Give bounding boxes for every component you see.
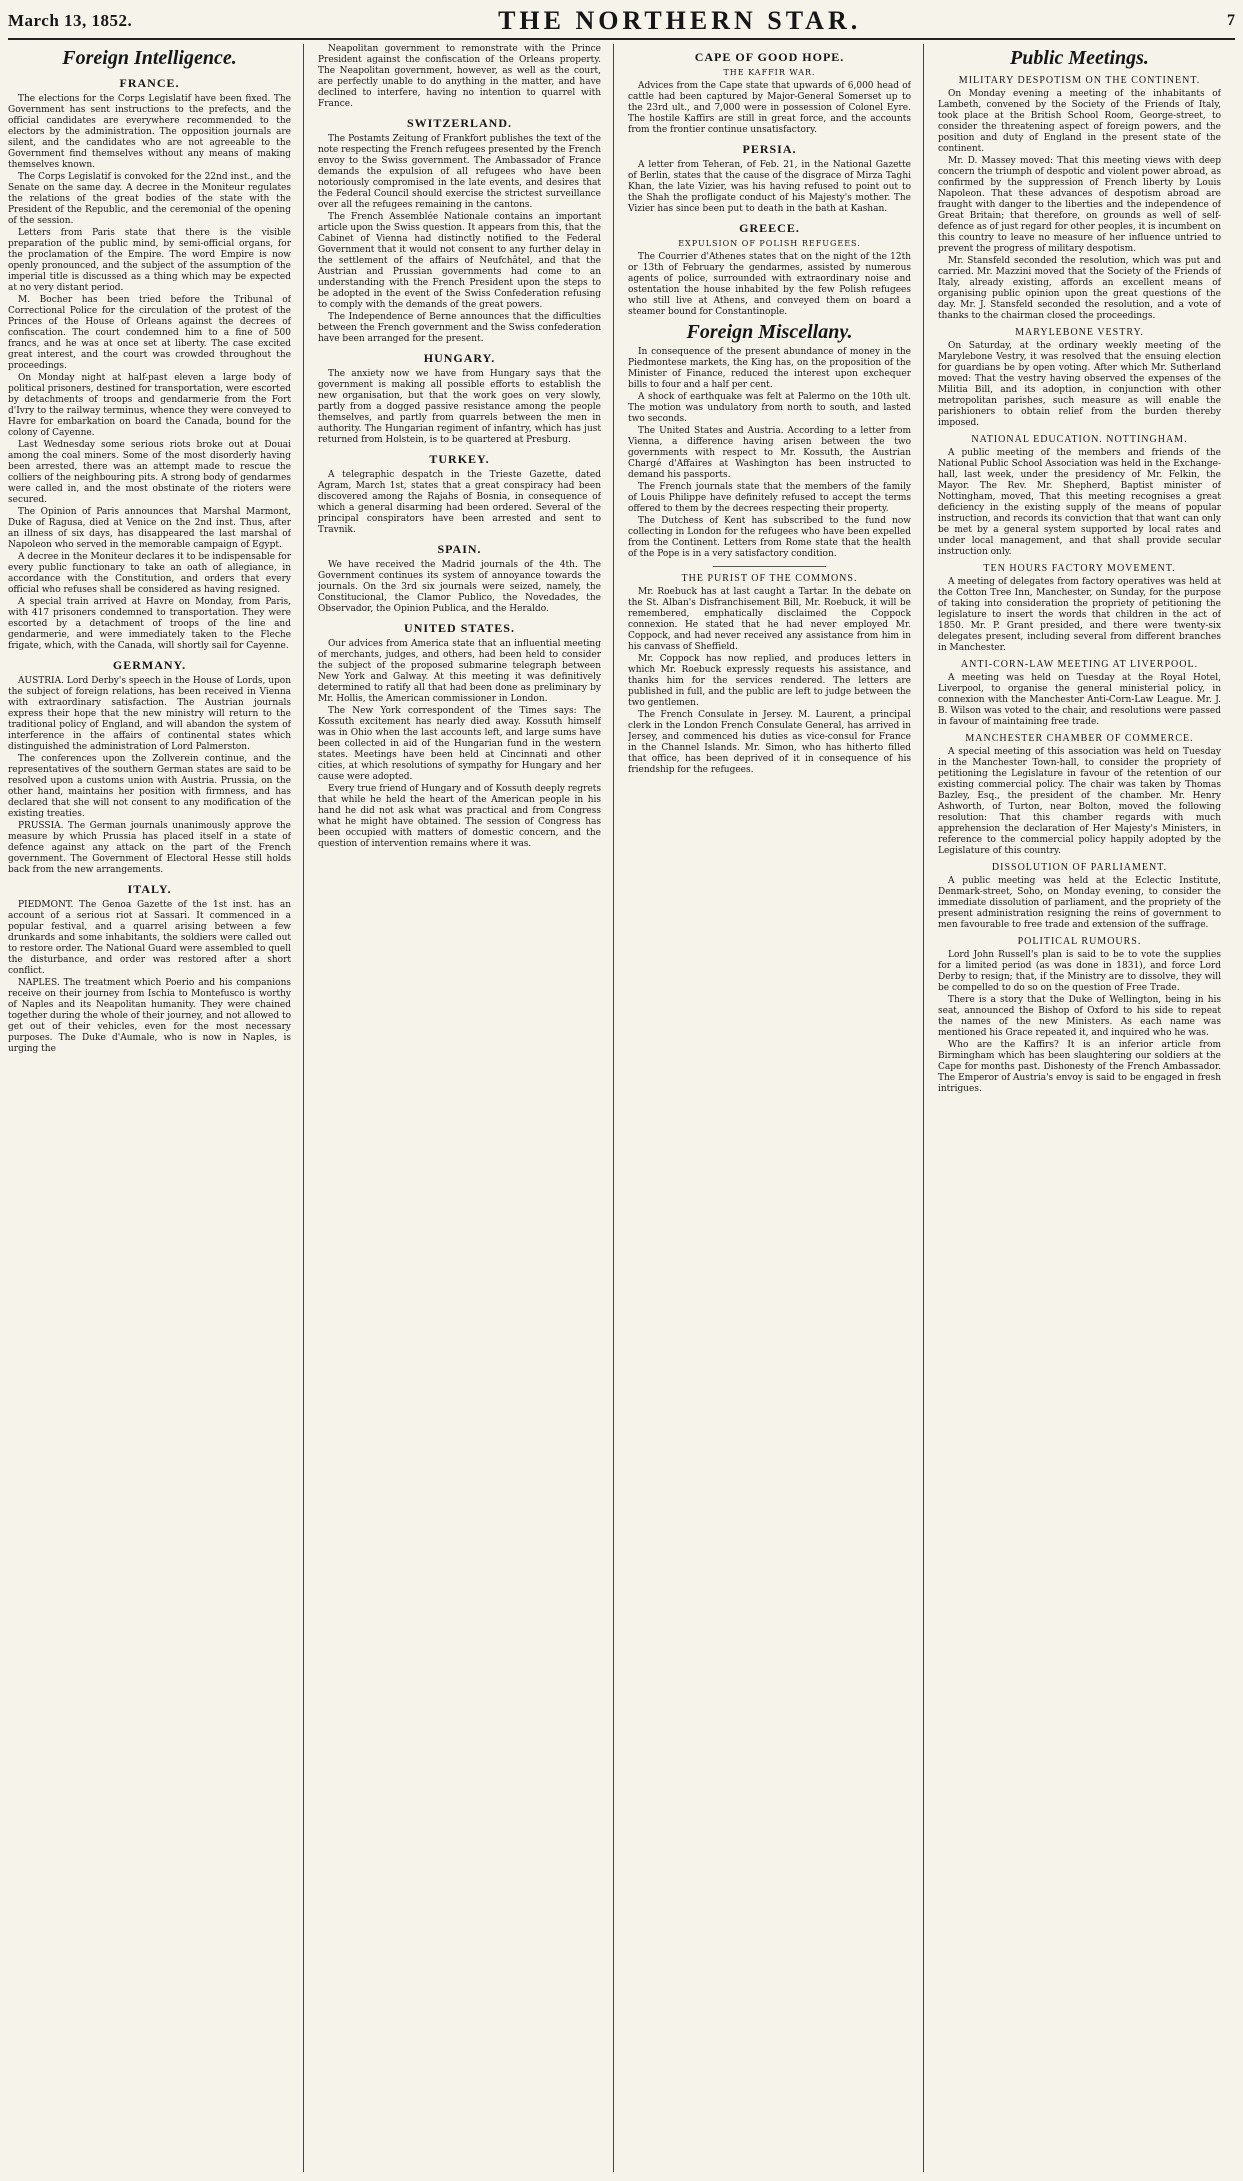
article-paragraph: A shock of earthquake was felt at Palermo on the 10th ult. The motion was undulatory from north to south, and lasted two seconds. <box>628 392 911 424</box>
article-paragraph: On Monday evening a meeting of the inhabitants of Lambeth, convened by the Society of the Friends of Italy, took place at the British School Room, George-street, to consider the threatening aspect of foreign powers, and the position and duty of England in the present state of the continent. <box>938 89 1221 154</box>
article-paragraph: The Independence of Berne announces that the difficulties between the French government and the Swiss confederation have been arranged for the present. <box>318 312 601 344</box>
article-paragraph: Mr. Stansfeld seconded the resolution, which was put and carried. Mr. Mazzini moved that the Society of the Friends of Italy, already existing, affords an excellent means of organising public opinion upon the great questions of the day. Mr. J. Stansfeld seconded the resolution, and a vote of thanks to the chairman closed the proceedings. <box>938 256 1221 321</box>
heading-cape-of-good-hope: CAPE OF GOOD HOPE. <box>694 50 845 64</box>
masthead <box>8 8 1235 34</box>
subheading-polish-refugees: EXPULSION OF POLISH REFUGEES. <box>678 239 861 248</box>
article-paragraph: Lord John Russell's plan is said to be to vote the supplies for a limited period (as was done in 1831), and force Lord Derby to resign; that, if the Ministry are to dissolve, they will be compelled to do so on the question of Free Trade. <box>938 950 1221 993</box>
article-paragraph: The Courrier d'Athenes states that on the night of the 12th or 13th of February the gendarmes, assisted by numerous agents of police, surrounded with extraordinary noise and ostentation the house inhabited by the few Polish refugees who still live at Athens, and conveyed them on board a steamer bound for Constantinople. <box>628 252 911 317</box>
article-paragraph: The conferences upon the Zollverein continue, and the representatives of the southern German states are said to be resolved upon a customs union with Austria. Prussia, on the other hand, maintains her position with firmness, and has declared that she will not consent to any modification of the existing treaties. <box>8 754 291 819</box>
column-2 <box>318 44 601 2172</box>
article-paragraph: The French journals state that the members of the family of Louis Philippe have definitely refused to accept the terms offered to them by the decrees respecting their property. <box>628 482 911 514</box>
issue-date: March 13, 1852. <box>8 11 133 30</box>
article-paragraph: The New York correspondent of the Times says: The Kossuth excitement has nearly died away. Kossuth himself was in Ohio when the last accounts left, and large sums have been collected in aid of the Hungarian fund in the western states. Meetings have been held at Cincinnati and other cities, at which resolutions of sympathy for Hungary and her cause were adopted. <box>318 706 601 782</box>
newspaper-title: THE NORTHERN STAR. <box>498 6 862 35</box>
heading-united-states: UNITED STATES. <box>404 621 515 635</box>
heading-ten-hours-movement: TEN HOURS FACTORY MOVEMENT. <box>983 563 1176 574</box>
article-paragraph: Mr. Coppock has now replied, and produces letters in which Mr. Roebuck expressly requests his assistance, and thanks him for the services rendered. The letters are published in full, and the public are left to judge between the two gentlemen. <box>628 654 911 708</box>
heading-turkey: TURKEY. <box>429 452 490 466</box>
column-divider <box>923 44 924 2172</box>
article-paragraph: A meeting was held on Tuesday at the Royal Hotel, Liverpool, to organise the general ministerial policy, in connexion with the Manchester Anti-Corn-Law League. Mr. J. B. Wilson was voted to the chair, and resolutions were passed in favour of maintaining free trade. <box>938 673 1221 727</box>
section-title-foreign-intelligence: Foreign Intelligence. <box>62 47 237 69</box>
heading-switzerland: SWITZERLAND. <box>406 116 513 130</box>
heading-italy: ITALY. <box>127 882 172 896</box>
article-paragraph: A meeting of delegates from factory operatives was held at the Cotton Tree Inn, Manchester, on Sunday, for the purpose of taking into consideration the propriety of petitioning the legislature to insert the words that children in the act of 1850. Mr. P. Grant presided, and there were twenty-six delegates present, including several from different branches in Manchester. <box>938 577 1221 653</box>
heading-dissolution-of-parliament: DISSOLUTION OF PARLIAMENT. <box>991 862 1168 873</box>
heading-france: FRANCE. <box>119 76 180 90</box>
article-paragraph: On Monday night at half-past eleven a large body of political prisoners, destined for transportation, were escorted by detachments of troops and gendarmerie from the Fort d'Ivry to the railway terminus, whence they were conveyed to Havre for embarkation on board the Canada, bound for the colony of Cayenne. <box>8 373 291 438</box>
article-paragraph: The elections for the Corps Legislatif have been fixed. The Government has sent instructions to the prefects, and the official candidates are everywhere recommended to the electors by the administration. The opposition journals are silent, and the candidates who are not agreeable to the Government find themselves without any means of making themselves known. <box>8 94 291 170</box>
article-paragraph: A public meeting was held at the Eclectic Institute, Denmark-street, Soho, on Monday evening, to consider the immediate dissolution of parliament, and the propriety of the present administration resigning the reins of government to men favourable to free trade and extension of the suffrage. <box>938 876 1221 930</box>
article-paragraph: The Dutchess of Kent has subscribed to the fund now collecting in London for the refugees who have been expelled from the Continent. Letters from Rome state that the health of the Pope is in a very satisfactory condition. <box>628 516 911 559</box>
article-paragraph: PIEDMONT. The Genoa Gazette of the 1st inst. has an account of a serious riot at Sassari. It commenced in a popular festival, and a quarrel arising between a few drunkards and some inhabitants, the soldiers were called out to restore order. The National Guard were assembled to quell the disturbance, and order was restored after a short conflict. <box>8 900 291 976</box>
article-paragraph: Letters from Paris state that there is the visible preparation of the public mind, by semi-official organs, for the proclamation of the Empire. The word Empire is now openly pronounced, and the subject of the assumption of the imperial title is discussed as a thing which may be expected at no very distant period. <box>8 228 291 293</box>
article-paragraph: Mr. D. Massey moved: That this meeting views with deep concern the triumph of despotic and violent power abroad, as confirmed by the suppression of French liberty by Louis Napoleon. That these advances of despotism abroad are fraught with danger to the liberties and the independence of Great Britain; that therefore, on grounds as well of self-defence as of just regard for other peoples, it is incumbent on this country to leave no measure of her influence untried to prevent the progress of military despotism. <box>938 156 1221 254</box>
article-paragraph: The Opinion of Paris announces that Marshal Marmont, Duke of Ragusa, died at Venice on the 2nd inst. Thus, after an illness of six days, has disappeared the last marshal of Napoleon who served in the memorable campaign of Egypt. <box>8 507 291 550</box>
article-paragraph: A public meeting of the members and friends of the National Public School Association was held in the Exchange-hall, last week, under the presidency of Mr. Felkin, the Mayor. The Rev. Mr. Shepherd, Baptist minister of Nottingham, moved, That this meeting recognises a great deficiency in the existing supply of the means of popular instruction, and records its conviction that that want can only be met by a general system supported by local rates and under local management, and that shall provide secular instruction only. <box>938 448 1221 557</box>
article-paragraph: Every true friend of Hungary and of Kossuth deeply regrets that while he held the heart of the American people in his hand he did not ask what was practical and from Congress what he might have obtained. The session of Congress has been occupied with matters of domestic concern, and the question of intervention remains where it was. <box>318 784 601 849</box>
article-paragraph: We have received the Madrid journals of the 4th. The Government continues its system of annoyance towards the journals. On the 3rd six journals were seized, namely, the Constitucional, the Clamor Publico, the Novedades, the Observador, the Opinion Publica, and the Heraldo. <box>318 560 601 614</box>
column-divider <box>613 44 614 2172</box>
column-divider <box>303 44 304 2172</box>
heading-purist-of-the-commons: THE PURIST OF THE COMMONS. <box>681 573 858 584</box>
article-paragraph: The United States and Austria. According to a letter from Vienna, a difference having arisen between the two governments with respect to Mr. Kossuth, the Austrian Chargé d'Affaires at Washington has been instructed to demand his passports. <box>628 426 911 480</box>
heading-anti-corn-law-meeting: ANTI-CORN-LAW MEETING AT LIVERPOOL. <box>960 659 1199 670</box>
heading-greece: GREECE. <box>739 221 800 235</box>
article-paragraph: The French Assemblée Nationale contains an important article upon the Swiss question. It appears from this, that the Cabinet of Vienna had distinctly notified to the Federal Government that it would not consent to any further delay in the settlement of the affairs of Neufchâtel, and that the Austrian and Prussian governments had come to an understanding with the French President upon the steps to be adopted in the event of the Swiss Confederation refusing to comply with the demands of the great powers. <box>318 212 601 310</box>
article-paragraph: Last Wednesday some serious riots broke out at Douai among the coal miners. Some of the most disorderly having been arrested, there was an attempt made to rescue the colliers of the neighbouring pits. A strong body of gendarmes were called in, and the most obstinate of the rioters were secured. <box>8 440 291 505</box>
article-paragraph: Who are the Kaffirs? It is an inferior article from Birmingham which has been slaughtering our soldiers at the Cape for months past. Dishonesty of the French Ambassador. The Emperor of Austria's envoy is said to be engaged in fresh intrigues. <box>938 1040 1221 1094</box>
article-paragraph: AUSTRIA. Lord Derby's speech in the House of Lords, upon the subject of foreign relations, has been received in Vienna with extraordinary satisfaction. The Austrian journals express their hope that the new ministry will return to the traditional policy of England, and will abandon the system of interference in the affairs of continental states which distinguished the administration of Lord Palmerston. <box>8 676 291 752</box>
article-paragraph: A special meeting of this association was held on Tuesday in the Manchester Town-hall, to consider the propriety of petitioning the Legislature in favour of the retention of our existing commercial policy. The chair was taken by Thomas Bazley, Esq., the president of the chamber. Mr. Henry Ashworth, of Turton, near Bolton, moved the following resolution: That this chamber regards with much apprehension the declaration of Her Majesty's Ministers, in reference to the commercial policy happily adopted by the Legislature of this country. <box>938 747 1221 856</box>
subheading-kaffir-war: THE KAFFIR WAR. <box>723 68 816 77</box>
article-paragraph: Advices from the Cape state that upwards of 6,000 head of cattle had been captured by Major-General Somerset up to the 23rd ult., and 7,000 were in possession of Colonel Eyre. The hostile Kaffirs are still in great force, and the accounts from the frontier continue unsatisfactory. <box>628 81 911 135</box>
article-paragraph: A decree in the Moniteur declares it to be indispensable for every public functionary to take an oath of allegiance, in accordance with the Constitution, and orders that every official who refuses shall be considered as having resigned. <box>8 552 291 595</box>
article-paragraph: Neapolitan government to remonstrate with the Prince President against the confiscation of the Orleans property. The Neapolitan government, however, as well as the court, are perfectly unable to do anything in the matter, and have declined to interfere, having no intention to quarrel with France. <box>318 44 601 109</box>
heading-hungary: HUNGARY. <box>423 351 496 365</box>
article-paragraph: M. Bocher has been tried before the Tribunal of Correctional Police for the circulation of the protest of the Princes of the House of Orleans against the decrees of confiscation. The court condemned him to a fine of 500 francs, and he was at once set at liberty. The case excited great interest, and the court was crowded throughout the proceedings. <box>8 295 291 371</box>
heading-marylebone-vestry: MARYLEBONE VESTRY. <box>1015 327 1144 338</box>
article-paragraph: A special train arrived at Havre on Monday, from Paris, with 417 prisoners condemned to transportation. They were escorted by a detachment of troops of the line and gendarmerie, and were immediately taken to the Fleche frigate, which, with the Canada, will shortly sail for Cayenne. <box>8 597 291 651</box>
article-paragraph: NAPLES. The treatment which Poerio and his companions receive on their journey from Ischia to Montefusco is worthy of Naples and its Neapolitan humanity. They were chained together during the whole of their journey, and not allowed to get out of their vehicles, even for the most necessary purposes. The Duke d'Aumale, who is now in Naples, is urging the <box>8 978 291 1054</box>
section-divider <box>713 566 826 567</box>
heading-national-education: NATIONAL EDUCATION. NOTTINGHAM. <box>971 434 1188 445</box>
article-paragraph: The anxiety now we have from Hungary says that the government is making all possible efforts to establish the new organisation, but that the work goes on very slowly, partly from a dogged passive resistance among the people themselves, and partly from quarrels between the men in authority. The Hungarian regiment of infantry, which has just returned from Holstein, is to be quartered at Presburg. <box>318 369 601 445</box>
article-paragraph: The Corps Legislatif is convoked for the 22nd inst., and the Senate on the same day. A decree in the Moniteur regulates the relations of the great bodies of the state with the President of the Republic, and the ceremonial of the opening of the session. <box>8 172 291 226</box>
article-paragraph: PRUSSIA. The German journals unanimously approve the measure by which Prussia has placed itself in a state of defence against any attack on the part of the French government. The Government of Electoral Hesse still holds back from the new arrangements. <box>8 821 291 875</box>
article-paragraph: There is a story that the Duke of Wellington, being in his seat, announced the Bishop of Oxford to his side to repeat the names of the new Ministers. As each name was mentioned his Grace repeated it, and inquired who he was. <box>938 995 1221 1038</box>
heading-persia: PERSIA. <box>742 142 797 156</box>
heading-germany: GERMANY. <box>112 658 187 672</box>
section-title-foreign-miscellany: Foreign Miscellany. <box>686 321 853 343</box>
article-paragraph: On Saturday, at the ordinary weekly meeting of the Marylebone Vestry, it was resolved that the ensuing election for guardians be by open voting. After which Mr. Sutherland moved: That the vestry having observed the expenses of the Militia Bill, and its adoption, in conjunction with other metropolitan parishes, such measure as will enable the parishioners to obtain relief from the burden thereby imposed. <box>938 341 1221 428</box>
heading-spain: SPAIN. <box>437 542 482 556</box>
heading-political-rumours: POLITICAL RUMOURS. <box>1017 936 1142 947</box>
article-paragraph: The French Consulate in Jersey. M. Laurent, a principal clerk in the London French Consulate General, has arrived in Jersey, and commenced his duties as vice-consul for France in the Channel Islands. Mr. Simon, who has hitherto filled that office, has been deprived of it in consequence of his friendship for the refugees. <box>628 710 911 775</box>
page-number: 7 <box>1226 12 1235 29</box>
column-1 <box>8 44 291 2172</box>
article-paragraph: The Postamts Zeitung of Frankfort publishes the text of the note respecting the French refugees presented by the French envoy to the Swiss government. The Ambassador of France demands the expulsion of all refugees who have been notoriously compromised in the late events, and desires that the Federal Council should exercise the strictest surveillance over all the refugees remaining in the cantons. <box>318 134 601 210</box>
article-paragraph: Our advices from America state that an influential meeting of merchants, judges, and others, had been held to consider the subject of the proposed submarine telegraph between New York and Galway. At this meeting it was definitively determined to ratify all that had been done as preliminary by Mr. Hollis, the American commissioner in London. <box>318 639 601 704</box>
column-3 <box>628 44 911 2172</box>
heading-military-despotism: MILITARY DESPOTISM ON THE CONTINENT. <box>958 75 1201 86</box>
article-paragraph: A letter from Teheran, of Feb. 21, in the National Gazette of Berlin, states that the cause of the disgrace of Mirza Taghi Khan, the late Vizier, was his having refused to point out to the Shah the profligate conduct of his Majesty's mother. The Vizier has since been put to death in the bath at Kashan. <box>628 160 911 214</box>
heading-chamber-of-commerce: MANCHESTER CHAMBER OF COMMERCE. <box>965 733 1194 744</box>
header-rule <box>8 38 1235 40</box>
article-paragraph: Mr. Roebuck has at last caught a Tartar. In the debate on the St. Alban's Disfranchisement Bill, Mr. Roebuck, it will be remembered, emphatically disclaimed the Coppock connexion. He stated that he had never employed Mr. Coppock, and had never received any assistance from him in his canvass of Sheffield. <box>628 587 911 652</box>
column-4 <box>938 44 1221 2172</box>
section-title-public-meetings: Public Meetings. <box>1010 47 1149 69</box>
article-paragraph: A telegraphic despatch in the Trieste Gazette, dated Agram, March 1st, states that a great conspiracy had been discovered among the Rajahs of Bosnia, in consequence of which a general disarming had been ordered. Several of the principal conspirators have been arrested and sent to Travnik. <box>318 470 601 535</box>
article-paragraph: In consequence of the present abundance of money in the Piedmontese markets, the King has, on the proposition of the Minister of Finance, reduced the interest upon exchequer bills to four and a half per cent. <box>628 347 911 390</box>
